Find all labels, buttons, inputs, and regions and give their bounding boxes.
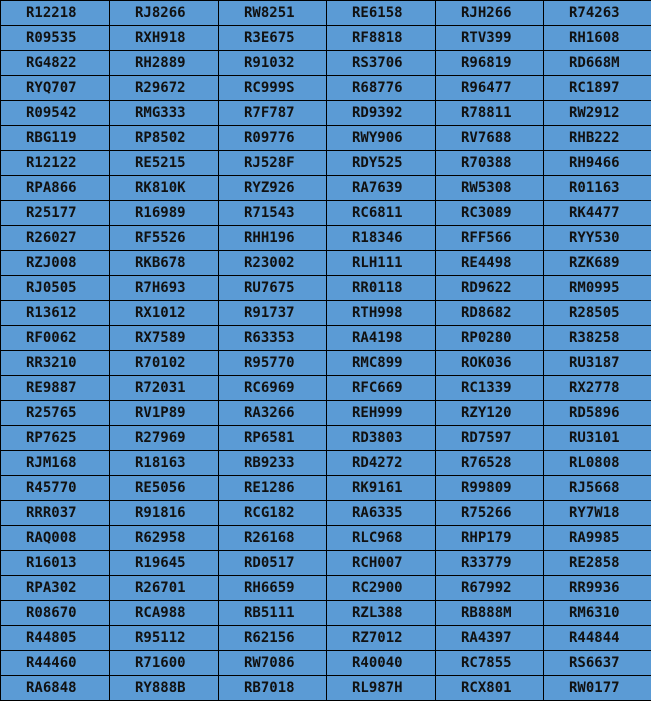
table-cell: R67992 <box>436 576 544 601</box>
table-cell: R26027 <box>1 226 110 251</box>
table-row <box>1 201 651 226</box>
table-cell: RW0177 <box>544 676 651 701</box>
table-row <box>1 276 651 301</box>
table-cell: R16013 <box>1 551 110 576</box>
table-cell: RE5215 <box>110 151 219 176</box>
table-row <box>1 501 651 526</box>
table-cell: REH999 <box>327 401 436 426</box>
table-cell: RPA866 <box>1 176 110 201</box>
table-cell: R91032 <box>219 51 327 76</box>
table-cell: RYQ707 <box>1 76 110 101</box>
table-cell: RW7086 <box>219 651 327 676</box>
table-cell: RKB678 <box>110 251 219 276</box>
table-cell: RH6659 <box>219 576 327 601</box>
table-cell: RX2778 <box>544 376 651 401</box>
table-cell: RP8502 <box>110 126 219 151</box>
table-cell: RTV399 <box>436 26 544 51</box>
table-cell: RG4822 <box>1 51 110 76</box>
table-row <box>1 251 651 276</box>
table-cell: RH2889 <box>110 51 219 76</box>
table-cell: RC999S <box>219 76 327 101</box>
table-cell: RC1897 <box>544 76 651 101</box>
table-row <box>1 676 651 701</box>
table-cell: RD3803 <box>327 426 436 451</box>
table-cell: R95770 <box>219 351 327 376</box>
table-cell: R26168 <box>219 526 327 551</box>
table-cell: RCH007 <box>327 551 436 576</box>
table-cell: R74263 <box>544 1 651 26</box>
table-cell: RAQ008 <box>1 526 110 551</box>
table-cell: RZK689 <box>544 251 651 276</box>
table-cell: RU3101 <box>544 426 651 451</box>
table-cell: RS3706 <box>327 51 436 76</box>
table-cell: RM6310 <box>544 601 651 626</box>
table-cell: RX7589 <box>110 326 219 351</box>
table-row <box>1 151 651 176</box>
table-cell: RR9936 <box>544 576 651 601</box>
table-cell: RCX801 <box>436 676 544 701</box>
table-cell: RD0517 <box>219 551 327 576</box>
table-cell: RA7639 <box>327 176 436 201</box>
table-cell: R09535 <box>1 26 110 51</box>
table-cell: RD9392 <box>327 101 436 126</box>
table-row <box>1 51 651 76</box>
table-cell: RA4397 <box>436 626 544 651</box>
table-cell: RYY530 <box>544 226 651 251</box>
table-row <box>1 301 651 326</box>
table-cell: RF0062 <box>1 326 110 351</box>
table-cell: RK4477 <box>544 201 651 226</box>
table-cell: RRR037 <box>1 501 110 526</box>
table-cell: RK9161 <box>327 476 436 501</box>
table-cell: RW5308 <box>436 176 544 201</box>
table-cell: RCG182 <box>219 501 327 526</box>
table-cell: RDY525 <box>327 151 436 176</box>
table-row <box>1 326 651 351</box>
code-table-body <box>1 1 651 701</box>
table-row <box>1 401 651 426</box>
table-cell: RH1608 <box>544 26 651 51</box>
table-cell: RC3089 <box>436 201 544 226</box>
table-row <box>1 351 651 376</box>
table-cell: RF8818 <box>327 26 436 51</box>
table-cell: R09542 <box>1 101 110 126</box>
table-cell: RC7855 <box>436 651 544 676</box>
table-cell: ROK036 <box>436 351 544 376</box>
table-row <box>1 76 651 101</box>
table-cell: RU7675 <box>219 276 327 301</box>
table-cell: R68776 <box>327 76 436 101</box>
table-cell: R70102 <box>110 351 219 376</box>
table-cell: RE5056 <box>110 476 219 501</box>
table-cell: RFF566 <box>436 226 544 251</box>
table-cell: R40040 <box>327 651 436 676</box>
table-row <box>1 601 651 626</box>
table-cell: RHH196 <box>219 226 327 251</box>
table-row <box>1 651 651 676</box>
table-cell: R75266 <box>436 501 544 526</box>
table-cell: R62958 <box>110 526 219 551</box>
table-cell: R62156 <box>219 626 327 651</box>
table-cell: RA6335 <box>327 501 436 526</box>
table-cell: R12122 <box>1 151 110 176</box>
table-cell: RD9622 <box>436 276 544 301</box>
table-cell: RX1012 <box>110 301 219 326</box>
table-cell: RE1286 <box>219 476 327 501</box>
table-cell: RFC669 <box>327 376 436 401</box>
table-cell: RU3187 <box>544 351 651 376</box>
table-cell: RD8682 <box>436 301 544 326</box>
table-cell: RE2858 <box>544 551 651 576</box>
table-cell: R12218 <box>1 1 110 26</box>
table-cell: R78811 <box>436 101 544 126</box>
table-cell: RC1339 <box>436 376 544 401</box>
table-cell: RS6637 <box>544 651 651 676</box>
table-cell: RR3210 <box>1 351 110 376</box>
table-cell: RP7625 <box>1 426 110 451</box>
table-cell: RJ5668 <box>544 476 651 501</box>
table-cell: RJH266 <box>436 1 544 26</box>
table-cell: RA6848 <box>1 676 110 701</box>
table-cell: R01163 <box>544 176 651 201</box>
table-cell: R25765 <box>1 401 110 426</box>
table-cell: RR0118 <box>327 276 436 301</box>
table-cell: RCA988 <box>110 601 219 626</box>
table-row <box>1 376 651 401</box>
table-cell: RJM168 <box>1 451 110 476</box>
table-cell: RB9233 <box>219 451 327 476</box>
table-cell: RV7688 <box>436 126 544 151</box>
table-cell: RP0280 <box>436 326 544 351</box>
table-cell: RE9887 <box>1 376 110 401</box>
table-cell: R08670 <box>1 601 110 626</box>
table-cell: RD5896 <box>544 401 651 426</box>
table-cell: R16989 <box>110 201 219 226</box>
table-cell: R45770 <box>1 476 110 501</box>
table-row <box>1 476 651 501</box>
table-cell: R72031 <box>110 376 219 401</box>
table-cell: RB888M <box>436 601 544 626</box>
table-cell: R70388 <box>436 151 544 176</box>
table-cell: RZJ008 <box>1 251 110 276</box>
table-cell: RMC899 <box>327 351 436 376</box>
table-cell: RE4498 <box>436 251 544 276</box>
table-cell: RC2900 <box>327 576 436 601</box>
table-cell: RY7W18 <box>544 501 651 526</box>
table-cell: RZY120 <box>436 401 544 426</box>
table-cell: R13612 <box>1 301 110 326</box>
table-cell: R3E675 <box>219 26 327 51</box>
table-cell: RW2912 <box>544 101 651 126</box>
table-cell: R26701 <box>110 576 219 601</box>
table-cell: RA4198 <box>327 326 436 351</box>
table-row <box>1 176 651 201</box>
table-cell: R27969 <box>110 426 219 451</box>
table-cell: RJ528F <box>219 151 327 176</box>
table-cell: RC6811 <box>327 201 436 226</box>
table-cell: R09776 <box>219 126 327 151</box>
table-cell: RJ8266 <box>110 1 219 26</box>
table-row <box>1 126 651 151</box>
table-cell: R18163 <box>110 451 219 476</box>
table-cell: R38258 <box>544 326 651 351</box>
table-row <box>1 626 651 651</box>
table-cell: RB7018 <box>219 676 327 701</box>
table-cell: RXH918 <box>110 26 219 51</box>
table-cell: RMG333 <box>110 101 219 126</box>
table-cell: RP6581 <box>219 426 327 451</box>
table-cell: RL0808 <box>544 451 651 476</box>
table-cell: RYZ926 <box>219 176 327 201</box>
table-cell: R63353 <box>219 326 327 351</box>
table-cell: R28505 <box>544 301 651 326</box>
table-cell: RA3266 <box>219 401 327 426</box>
table-cell: RHP179 <box>436 526 544 551</box>
table-cell: RK810K <box>110 176 219 201</box>
table-cell: R23002 <box>219 251 327 276</box>
table-cell: R99809 <box>436 476 544 501</box>
table-cell: R33779 <box>436 551 544 576</box>
table-cell: RZL388 <box>327 601 436 626</box>
table-cell: RC6969 <box>219 376 327 401</box>
table-cell: RE6158 <box>327 1 436 26</box>
table-cell: RL987H <box>327 676 436 701</box>
table-row <box>1 101 651 126</box>
table-row <box>1 26 651 51</box>
table-cell: R7H693 <box>110 276 219 301</box>
table-cell: RY888B <box>110 676 219 701</box>
table-row <box>1 1 651 26</box>
table-cell: R91816 <box>110 501 219 526</box>
table-cell: RZ7012 <box>327 626 436 651</box>
table-cell: R76528 <box>436 451 544 476</box>
table-cell: RWY906 <box>327 126 436 151</box>
table-cell: RHB222 <box>544 126 651 151</box>
table-cell: RD7597 <box>436 426 544 451</box>
table-cell: R19645 <box>110 551 219 576</box>
table-cell: RH9466 <box>544 151 651 176</box>
table-cell: R96477 <box>436 76 544 101</box>
table-cell: RTH998 <box>327 301 436 326</box>
table-row <box>1 226 651 251</box>
table-cell: RD4272 <box>327 451 436 476</box>
table-cell: R96819 <box>436 51 544 76</box>
table-cell: R71543 <box>219 201 327 226</box>
table-cell: RBG119 <box>1 126 110 151</box>
table-cell: RM0995 <box>544 276 651 301</box>
table-cell: RLH111 <box>327 251 436 276</box>
table-cell: R44844 <box>544 626 651 651</box>
table-cell: RB5111 <box>219 601 327 626</box>
table-cell: RLC968 <box>327 526 436 551</box>
table-row <box>1 451 651 476</box>
table-cell: R44805 <box>1 626 110 651</box>
table-row <box>1 426 651 451</box>
table-cell: RPA302 <box>1 576 110 601</box>
table-cell: R71600 <box>110 651 219 676</box>
table-cell: RF5526 <box>110 226 219 251</box>
table-cell: RA9985 <box>544 526 651 551</box>
table-cell: R44460 <box>1 651 110 676</box>
table-cell: R7F787 <box>219 101 327 126</box>
table-cell: RV1P89 <box>110 401 219 426</box>
table-cell: RJ0505 <box>1 276 110 301</box>
table-row <box>1 526 651 551</box>
table-cell: R91737 <box>219 301 327 326</box>
table-cell: RW8251 <box>219 1 327 26</box>
table-row <box>1 551 651 576</box>
table-row <box>1 576 651 601</box>
table-cell: RD668M <box>544 51 651 76</box>
table-cell: R25177 <box>1 201 110 226</box>
table-cell: R95112 <box>110 626 219 651</box>
table-cell: R29672 <box>110 76 219 101</box>
table-cell: R18346 <box>327 226 436 251</box>
